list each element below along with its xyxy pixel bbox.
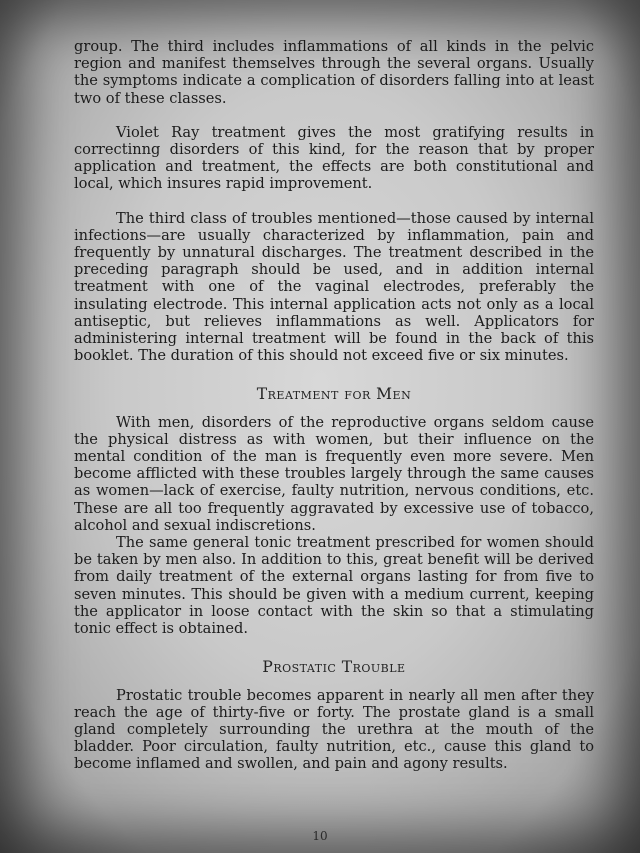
paragraph-prostatic: Prostatic trouble becomes apparent in nearly all men after they reach the age of thirty-five or forty. The prostate gland is a small gland completely surrounding the urethra at the mouth of the bladder. Poor circulation, faulty nutrition, etc., cause this gland to become inflamed and swollen, and pain and agony results.	[74, 686, 594, 773]
paragraph-continuation: group. The third includes inflammations of all kinds in the pelvic region and manifest themselves through the several organs. Usually the symptoms indicate a complication of disorders falling into at least two of these classes.	[74, 38, 594, 107]
heading-prostatic-trouble: Prostatic Trouble	[262, 658, 406, 677]
heading-treatment-for-men: Treatment for Men	[256, 385, 412, 404]
body-text	[74, 38, 594, 773]
paragraph-tonic-treatment: The same general tonic treatment prescribed for women should be taken by men also. In addition to this, great benefit will be derived from daily treatment of the external organs lasting for from five to seven minutes. This should be given with a medium current, keeping the applicator in loose contact with the skin so that a stimulating tonic effect is obtained.	[74, 534, 594, 638]
page-number: 10	[312, 829, 328, 843]
paragraph-violet-ray: Violet Ray treatment gives the most gratifying results in correctinng disorders of this kind, for the reason that by proper application and treatment, the effects are both constitutional and local, which insures rapid improvement.	[74, 123, 594, 193]
paragraph-third-class: The third class of troubles mentioned—those caused by internal infections—are usually characterized by inflammation, pain and frequently by unnatural discharges. The treatment described in the preceding paragraph should be used, and in addition internal treatment with one of the vaginal electrodes, preferably the insulating electrode. This internal application acts not only as a local antiseptic, but relieves inflammations as well. Applicators for administering internal treatment will be found in the back of this booklet. The duration of this should not exceed five or six minutes.	[74, 209, 594, 365]
paragraph-men-disorders: With men, disorders of the reproductive organs seldom cause the physical distress as with women, but their influence on the mental condition of the man is frequently even more severe. Men become afflicted with these troubles largely through the same causes as women—lack of exercise, faulty nutrition, nervous conditions, etc. These are all too frequently aggravated by excessive use of tobacco, alcohol and sexual indiscretions.	[74, 413, 594, 534]
